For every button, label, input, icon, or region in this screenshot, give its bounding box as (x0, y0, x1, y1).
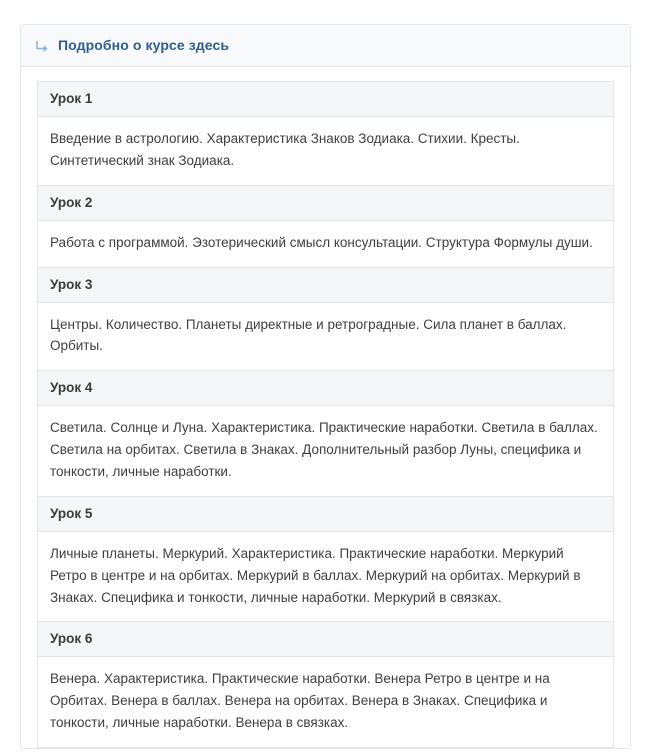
table-row (38, 117, 614, 186)
table-row (38, 82, 614, 117)
panel-title: Подробно о курсе здесь (58, 37, 230, 53)
lesson-text: Работа с программой. Эзотерический смысл консультации. Структура Формулы души. (38, 220, 614, 267)
lesson-text: Венера. Характеристика. Практические наработки. Венера Ретро в центре и на Орбитах. Венера в баллах. Венера на орбитах. Венера в Знаках. Специфика и тонкости, личные наработки. Венера в связках. (38, 657, 614, 748)
panel-header (21, 25, 630, 67)
lesson-title: Урок 3 (38, 267, 614, 302)
lessons-table (37, 81, 614, 748)
table-row (38, 657, 614, 748)
panel-body (21, 67, 630, 748)
table-row (38, 185, 614, 220)
table-row (38, 302, 614, 371)
table-row (38, 267, 614, 302)
arrow-down-right-icon (35, 39, 50, 54)
lesson-title: Урок 4 (38, 371, 614, 406)
course-details-panel (20, 24, 631, 749)
lesson-title: Урок 2 (38, 185, 614, 220)
table-row (38, 531, 614, 622)
lesson-text: Личные планеты. Меркурий. Характеристика. Практические наработки. Меркурий Ретро в центре и на орбитах. Меркурий в баллах. Меркурий на орбитах. Меркурий в Знаках. Специфика и тонкости, личные наработки. Меркурий в связках. (38, 531, 614, 622)
lesson-text: Светила. Солнце и Луна. Характеристика. Практические наработки. Светила в баллах. Светила на орбитах. Светила в Знаках. Дополнительный разбор Луны, специфика и тонкости, личные наработки. (38, 406, 614, 497)
lesson-title: Урок 1 (38, 82, 614, 117)
table-row (38, 622, 614, 657)
table-row (38, 220, 614, 267)
table-row (38, 406, 614, 497)
lesson-text: Центры. Количество. Планеты директные и ретроградные. Сила планет в баллах. Орбиты. (38, 302, 614, 371)
table-row (38, 496, 614, 531)
lesson-title: Урок 5 (38, 496, 614, 531)
table-row (38, 371, 614, 406)
lesson-text: Введение в астрологию. Характеристика Знаков Зодиака. Стихии. Кресты. Синтетический знак Зодиака. (38, 117, 614, 186)
lesson-title: Урок 6 (38, 622, 614, 657)
